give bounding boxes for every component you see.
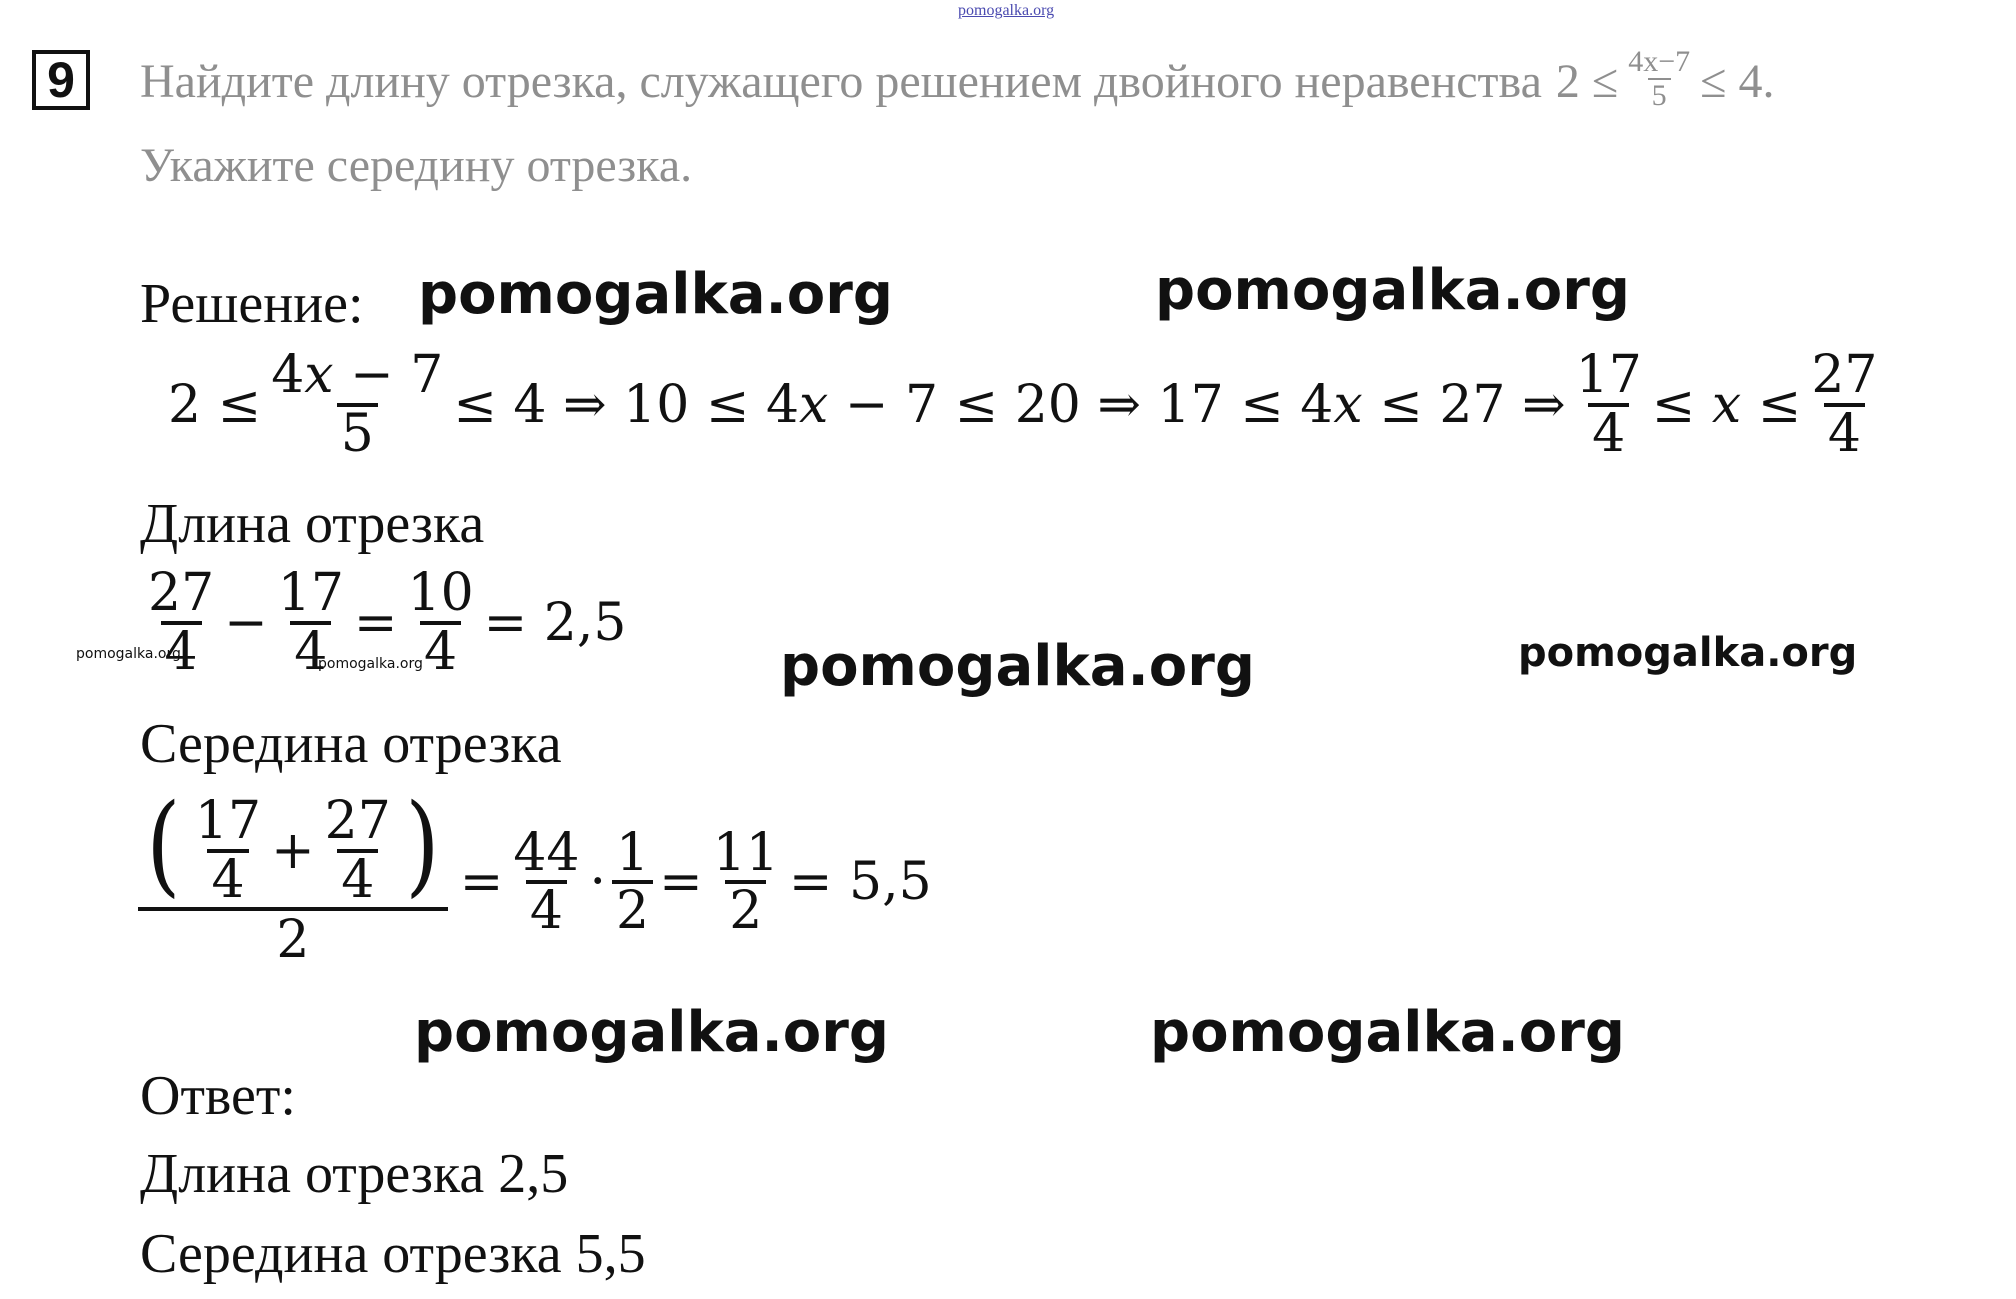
problem-fraction-numerator: 4x−7 — [1628, 45, 1691, 78]
watermark: pomogalka.org — [418, 262, 893, 327]
length-fraction — [144, 563, 218, 682]
middle-fraction — [709, 822, 783, 942]
problem-statement-line2: Укажите середину отрезка. — [140, 139, 693, 192]
fraction-denominator: 4 — [161, 621, 202, 680]
inequality-left: 2 ≤ — [1555, 55, 1619, 108]
fraction-numerator: 27 — [1811, 345, 1878, 405]
equals-sign: = — [659, 852, 703, 913]
fraction-numerator: 44 — [513, 822, 580, 883]
fraction-denominator: 4 — [207, 849, 248, 908]
answer-middle: Середина отрезка 5,5 — [140, 1223, 646, 1285]
chain-part: 2 ≤ — [168, 374, 262, 435]
left-parenthesis: ( — [146, 779, 181, 908]
fraction-denominator: 4 — [1588, 403, 1629, 462]
plus-sign: + — [271, 820, 315, 881]
top-watermark-link[interactable]: pomogalka.org — [958, 2, 1055, 19]
chain-part: ≤ 4 ⇒ 10 ≤ 4x − 7 ≤ 20 ⇒ 17 ≤ 4x ≤ 27 ⇒ — [453, 374, 1566, 435]
inequality-chain — [168, 345, 1888, 464]
middle-fraction — [509, 822, 583, 942]
watermark: pomogalka.org — [780, 634, 1255, 699]
fraction-numerator: 17 — [277, 563, 344, 623]
big-fraction-numerator — [138, 779, 448, 910]
fraction-denominator: 4 — [420, 621, 461, 680]
solution-heading: Решение: — [140, 273, 364, 335]
fraction-denominator: 4 — [290, 621, 331, 680]
problem-statement-line1 — [140, 45, 1775, 112]
minus-sign: − — [224, 592, 268, 653]
fraction-denominator: 4 — [526, 880, 567, 939]
problem-number: 9 — [47, 52, 75, 108]
big-fraction-denominator: 2 — [138, 907, 448, 971]
problem-fraction-denominator: 5 — [1648, 78, 1671, 112]
watermark: pomogalka.org — [1155, 258, 1630, 323]
middle-calculation — [138, 779, 932, 971]
fraction-denominator: 2 — [612, 880, 653, 939]
fraction-numerator: 1 — [616, 822, 650, 883]
middle-fraction — [612, 822, 653, 942]
inner-fraction — [321, 791, 395, 910]
fraction-numerator: 11 — [712, 822, 779, 883]
inequality-right: ≤ 4. — [1700, 55, 1775, 108]
multiply-dot: · — [589, 852, 607, 913]
equals-sign: = — [459, 852, 504, 913]
fraction-numerator: 27 — [148, 563, 215, 623]
fraction-denominator: 4 — [337, 849, 378, 908]
right-parenthesis: ) — [405, 779, 440, 908]
chain-fraction — [1572, 345, 1646, 464]
problem-text: Найдите длину отрезка, служащего решением двойного неравенства — [140, 55, 1542, 108]
fraction-denominator: 2 — [725, 880, 766, 939]
middle-result: = 5,5 — [788, 852, 932, 913]
chain-fraction — [1807, 345, 1881, 464]
inner-fraction — [191, 791, 265, 910]
fraction-numerator: 27 — [324, 791, 391, 851]
watermark: pomogalka.org — [1150, 1000, 1625, 1065]
middle-big-fraction — [138, 779, 448, 971]
length-heading: Длина отрезка — [140, 493, 485, 555]
answer-length: Длина отрезка 2,5 — [140, 1143, 569, 1205]
problem-number-badge — [32, 50, 90, 110]
problem-fraction — [1624, 46, 1694, 111]
fraction-denominator: 4 — [1824, 403, 1865, 462]
equals-sign: = — [353, 592, 398, 653]
middle-heading: Середина отрезка — [140, 713, 562, 775]
chain-part: ≤ x ≤ — [1651, 374, 1802, 435]
chain-fraction — [267, 345, 447, 464]
fraction-numerator: 4x − 7 — [271, 345, 444, 405]
watermark: pomogalka.org — [414, 1000, 889, 1065]
watermark: pomogalka.org — [76, 646, 181, 662]
answer-heading: Ответ: — [140, 1065, 296, 1127]
fraction-numerator: 17 — [1575, 345, 1642, 405]
length-result: = 2,5 — [483, 592, 627, 653]
watermark: pomogalka.org — [318, 656, 423, 672]
fraction-numerator: 10 — [407, 563, 474, 623]
watermark: pomogalka.org — [1518, 630, 1858, 676]
fraction-numerator: 17 — [194, 791, 262, 851]
fraction-denominator: 5 — [337, 403, 378, 462]
